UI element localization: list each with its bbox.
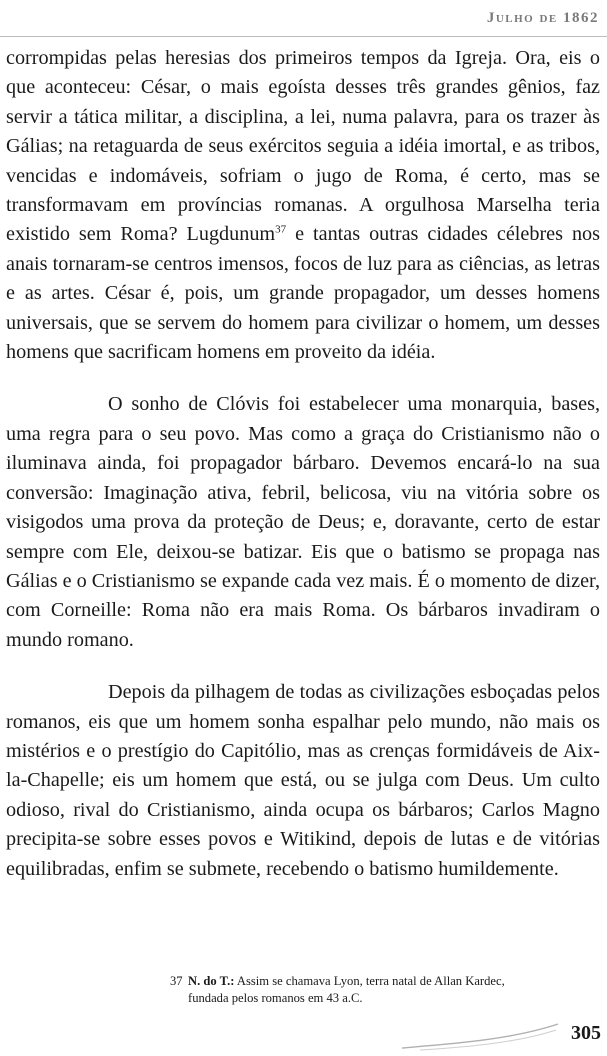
footnote: [170, 973, 602, 1007]
paragraph-1-text-continued: e tantas outras cidades célebres nos anais tornaram-se centros imensos, focos de luz para as ciências, as letras e as artes. César é, pois, um grande propagador, um desses homens universais, que se servem do homem para civilizar o homem, um desses homens que sacrificam homens em proveito da idéia.: [6, 223, 600, 364]
body-text: [6, 44, 600, 884]
header-rule: [0, 36, 607, 37]
paragraph-1-text: corrompidas pelas heresias dos primeiros tempos da Igreja. Ora, eis o que aconteceu: César, o mais egoísta desses três grandes gênios, faz servir a tática militar, a disciplina, a lei, numa palavra, para os trazer às Gálias; na retaguarda de seus exércitos seguia a idéia imortal, e as tribos, vencidas e indomáveis, sofriam o jugo de Roma, é certo, mas se transformavam em províncias romanas. A orgulhosa Marselha teria existido sem Roma? Lugdunum: [6, 47, 600, 246]
footnote-reference: 37: [275, 223, 287, 236]
paragraph-3: Depois da pilhagem de todas as civilizações esboçadas pelos romanos, eis que um homem sonha espalhar pelo mundo, não mais os mistérios e o prestígio do Capitólio, mas as crenças formidáveis de Aix-la-Chapelle; eis um homem que está, ou se julga com Deus. Um culto odioso, rival do Cristianismo, ainda ocupa os bárbaros; Carlos Magno precipita-se sobre esses povos e Witikind, depois de lutas e de vitórias equilibradas, enfim se submete, recebendo o batismo humildemente.: [6, 681, 600, 880]
footnote-number: 37: [170, 974, 183, 988]
paragraph-gap: [6, 367, 600, 390]
paragraph-2: O sonho de Clóvis foi estabelecer uma monarquia, bases, uma regra para o seu povo. Mas como a graça do Cristianismo não o iluminava ainda, foi propagador bárbaro. Devemos encará-lo na sua conversão: Imaginação ativa, febril, belicosa, viu na vitória sobre os visigodos uma prova da proteção de Deus; e, doravante, certo de estar sempre com Ele, deixou-se batizar. Eis que o batismo se propaga nas Gálias e o Cristianismo se expande cada vez mais. É o momento de dizer, com Corneille: Roma não era mais Roma. Os bárbaros invadiram o mundo romano.: [6, 393, 600, 651]
paragraph-gap: [6, 655, 600, 678]
footnote-text-line-2: fundada pelos romanos em 43 a.C.: [188, 991, 363, 1005]
footnote-text-line-1: Assim se chamava Lyon, terra natal de Allan Kardec,: [234, 974, 505, 988]
paragraph-1: [6, 44, 600, 367]
running-header: Julho de 1862: [486, 10, 599, 26]
page-number: 305: [571, 1022, 601, 1044]
footnote-label: N. do T.:: [188, 974, 235, 988]
decorative-swoosh-icon: [400, 1018, 560, 1052]
